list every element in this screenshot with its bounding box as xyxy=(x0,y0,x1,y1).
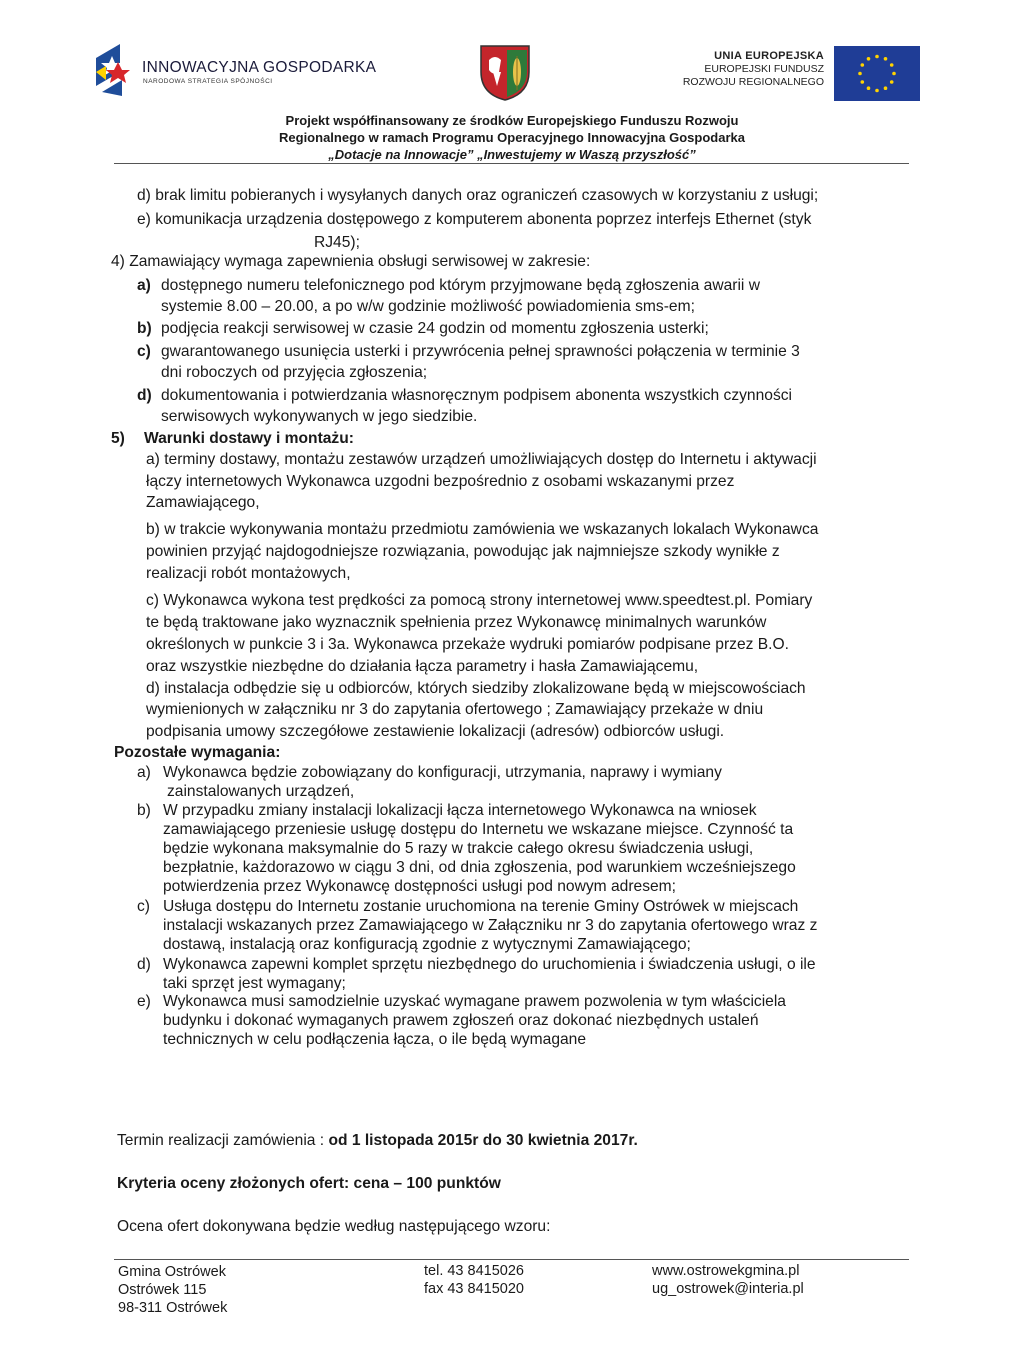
text-line: dokumentowania i potwierdzania własnoręcznym podpisem abonenta wszystkich czynności xyxy=(161,387,792,404)
text-line: W przypadku zmiany instalacji lokalizacji łącza internetowego Wykonawca na wniosek xyxy=(163,802,757,819)
text-line: te będą traktowane jako wyznacznik spełnienia przez Wykonawcę minimalnych warunków xyxy=(146,614,767,631)
list-label: b) xyxy=(137,320,152,337)
list-label: d) xyxy=(137,956,151,973)
text-line: zamawiającego przeniesie usługę dostępu do Internetu we wskazane miejsce. Czynność ta xyxy=(163,821,794,838)
text-line: serwisowych wykonywanych w jego siedzibie. xyxy=(161,408,478,425)
text-line: d) instalacja odbędzie się u odbiorców, których siedziby zlokalizowane będą w miejscowościach xyxy=(146,680,806,697)
text-line: e) komunikacja urządzenia dostępowego z komputerem abonenta poprzez interfejs Ethernet (styk xyxy=(137,211,812,228)
text-line: instalacji wskazanych przez Zamawiającego w Załączniku nr 3 do zapytania ofertowego wraz z xyxy=(163,917,818,934)
text-line: taki sprzęt jest wymagany; xyxy=(163,975,346,992)
eu-star xyxy=(867,57,871,61)
list-label: a) xyxy=(137,764,151,781)
section-heading: Pozostałe wymagania: xyxy=(114,744,281,761)
text-line: będzie wykonana maksymalnie do 5 razy w trakcie całego okresu świadczenia usługi, xyxy=(163,840,754,857)
eu-fund-line: EUROPEJSKI FUNDUSZ xyxy=(704,63,824,75)
eu-star xyxy=(861,63,865,67)
innowacyjna-gospodarka-logo xyxy=(92,42,382,102)
footer-street: Ostrówek 115 xyxy=(118,1282,207,1298)
termin-label: Termin realizacji zamówienia : xyxy=(117,1132,329,1149)
text-line: oraz wszystkie niezbędne do działania łącza parametry i hasła Zamawiającemu, xyxy=(146,658,699,675)
text-line: podpisania umowy szczegółowe zestawienie lokalizacji (adresów) odbiorców usługi. xyxy=(146,723,725,740)
ig-star-icon xyxy=(92,42,132,98)
text-line: dni roboczych od przyjęcia zgłoszenia; xyxy=(161,364,428,381)
footer-website-link[interactable]: www.ostrowekgmina.pl xyxy=(652,1263,800,1279)
text-line: c) Wykonawca wykona test prędkości za pomocą strony internetowej www.speedtest.pl. Pomiary xyxy=(146,592,813,609)
text-line: Zamawiającego, xyxy=(146,494,260,511)
eu-star xyxy=(875,55,879,59)
text-line: łączy internetowych Wykonawca uzgodni bezpośrednio z osobami wskazanymi przez xyxy=(146,473,735,490)
text-line: potwierdzenia przez Wykonawcę dostępności usługi pod nowym adresem; xyxy=(163,878,676,895)
text-line: Wykonawca będzie zobowiązany do konfiguracji, utrzymania, naprawy i wymiany xyxy=(163,764,722,781)
text-line: dostępnego numeru telefonicznego pod którym przyjmowane będą zgłoszenia awarii w xyxy=(161,277,760,294)
eu-star xyxy=(884,86,888,90)
section-number: 5) xyxy=(111,430,125,447)
criteria-line: Kryteria oceny złożonych ofert: cena – 100 punktów xyxy=(117,1175,501,1192)
eu-star xyxy=(884,57,888,61)
text-line: technicznych w celu podłączenia łącza, o ile będą wymagane xyxy=(163,1031,587,1048)
coat-of-arms-icon xyxy=(479,42,531,102)
project-line-2: Regionalnego w ramach Programu Operacyjnego Innowacyjna Gospodarka xyxy=(279,130,745,145)
text-line: podjęcia reakcji serwisowej w czasie 24 godzin od momentu zgłoszenia usterki; xyxy=(161,320,709,337)
text-line: zainstalowanych urządzeń, xyxy=(167,783,355,800)
evaluation-line: Ocena ofert dokonywana będzie według następującego wzoru: xyxy=(117,1218,551,1235)
footer-city: 98-311 Ostrówek xyxy=(118,1300,228,1316)
eu-star xyxy=(892,72,896,76)
termin-line xyxy=(117,1131,638,1150)
text-line: dostawą, instalacją oraz konfiguracją zgodnie z wytycznymi Zamawiającego; xyxy=(163,936,691,953)
footer-tel: tel. 43 8415026 xyxy=(424,1263,524,1279)
text-line: RJ45); xyxy=(314,234,360,251)
text-line: systemie 8.00 – 20.00, a po w/w godzinie możliwość powiadomienia sms-em; xyxy=(161,298,695,315)
ig-title: INNOWACYJNA GOSPODARKA xyxy=(142,59,377,76)
ig-subtitle: NARODOWA STRATEGIA SPÓJNOŚCI xyxy=(143,78,273,85)
text-line: wymienionych w załączniku nr 3 do zapytania ofertowego ; Zamawiający przekaże w dniu xyxy=(146,701,764,718)
text-line: 4) Zamawiający wymaga zapewnienia obsługi serwisowej w zakresie: xyxy=(111,253,591,270)
list-label: c) xyxy=(137,898,150,915)
list-label: d) xyxy=(137,387,152,404)
text-line: gwarantowanego usunięcia usterki i przywrócenia pełnej sprawności połączenia w terminie 3 xyxy=(161,343,800,360)
text-line: b) w trakcie wykonywania montażu przedmiotu zamówienia we wskazanych lokalach Wykonawca xyxy=(146,521,819,538)
text-line: realizacji robót montażowych, xyxy=(146,565,351,582)
list-label: b) xyxy=(137,802,151,819)
eu-star xyxy=(861,80,865,84)
footer-fax: fax 43 8415020 xyxy=(424,1281,524,1297)
eu-star xyxy=(875,89,879,93)
eu-star xyxy=(867,86,871,90)
text-line: bezpłatnie, każdorazowo w ciągu 3 dni, od dnia zgłoszenia, pod warunkiem wcześniejszego xyxy=(163,859,796,876)
text-line: a) terminy dostawy, montażu zestawów urządzeń umożliwiających dostęp do Internetu i aktywacji xyxy=(146,451,817,468)
project-statement xyxy=(0,112,1024,163)
footer-email-link[interactable]: ug_ostrowek@interia.pl xyxy=(652,1281,804,1297)
text-line: powinien przyjąć najdogodniejsze rozwiązania, powodując jak najmniejsze szkody wynikłe z xyxy=(146,543,780,560)
text-line: budynku i dokonać wymaganych prawem zgłoszeń oraz dokonać niezbędnych ustaleń xyxy=(163,1012,759,1029)
section-heading: Warunki dostawy i montażu: xyxy=(144,430,354,447)
eu-regional-line: ROZWOJU REGIONALNEGO xyxy=(682,76,824,88)
footer-name: Gmina Ostrówek xyxy=(118,1264,226,1280)
project-line-3: „Dotacje na Innowacje” „Inwestujemy w Waszą przyszłość” xyxy=(328,147,696,162)
text-line: Usługa dostępu do Internetu zostanie uruchomiona na terenie Gminy Ostrówek w miejscach xyxy=(163,898,799,915)
eu-star xyxy=(890,80,894,84)
eu-star xyxy=(890,63,894,67)
footer-divider xyxy=(114,1259,909,1260)
eu-title: UNIA EUROPEJSKA xyxy=(714,50,824,62)
termin-value: od 1 listopada 2015r do 30 kwietnia 2017r. xyxy=(328,1132,638,1149)
list-label: c) xyxy=(137,343,151,360)
text-line: określonych w punkcie 3 i 3a. Wykonawca przekaże wydruki pomiarów podpisane przez B.O. xyxy=(146,636,789,653)
text-line: Wykonawca musi samodzielnie uzyskać wymagane prawem pozwolenia w tym właściciela xyxy=(163,993,786,1010)
eu-fund-label xyxy=(683,50,824,89)
eu-flag-icon xyxy=(834,46,920,101)
header-divider xyxy=(114,163,909,164)
text-line: d) brak limitu pobieranych i wysyłanych danych oraz ograniczeń czasowych w korzystaniu z usługi; xyxy=(137,187,819,204)
project-line-1: Projekt współfinansowany ze środków Europejskiego Funduszu Rozwoju xyxy=(285,113,739,128)
eu-star xyxy=(858,72,862,76)
list-label: e) xyxy=(137,993,151,1010)
list-label: a) xyxy=(137,277,151,294)
text-line: Wykonawca zapewni komplet sprzętu niezbędnego do uruchomienia i świadczenia usługi, o ile xyxy=(163,956,816,973)
